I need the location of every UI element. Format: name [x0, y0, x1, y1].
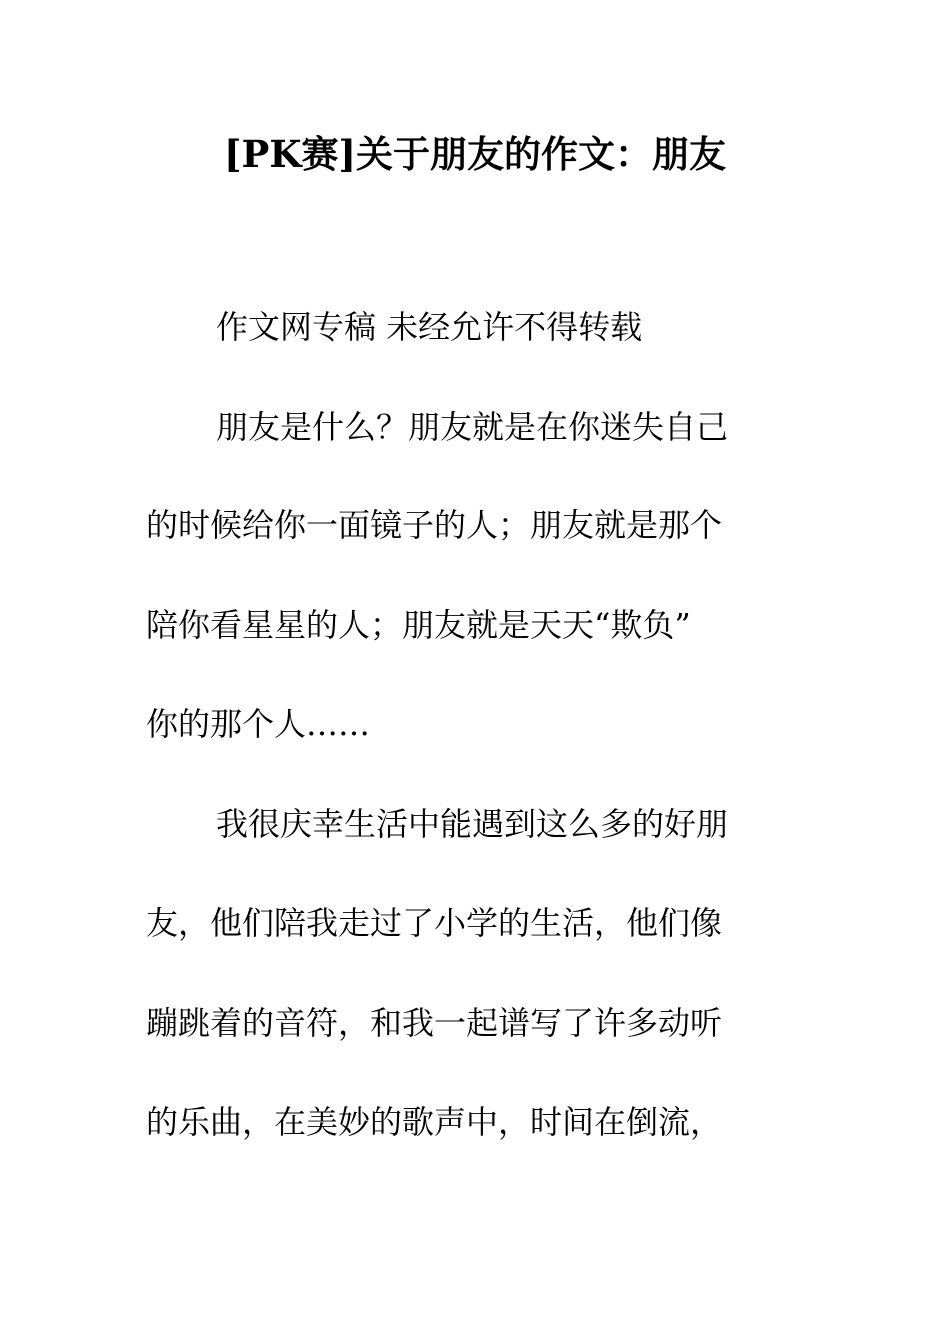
copyright-notice: 作文网专稿 未经允许不得转载	[216, 308, 643, 346]
paragraph-line: 蹦跳着的音符，和我一起谱写了许多动听	[146, 1004, 723, 1042]
paragraph-line: 陪你看星星的人；朋友就是天天“欺负”	[146, 606, 691, 644]
paragraph-line: 你的那个人……	[146, 705, 371, 743]
document-title: [PK赛]关于朋友的作文：朋友	[224, 132, 726, 176]
paragraph-line: 友，他们陪我走过了小学的生活，他们像	[146, 904, 723, 942]
paragraph-line: 我很庆幸生活中能遇到这么多的好朋	[216, 805, 729, 843]
paragraph-line: 的时候给你一面镜子的人；朋友就是那个	[146, 506, 723, 544]
paragraph-line: 的乐曲，在美妙的歌声中，时间在倒流，	[146, 1103, 723, 1141]
paragraph-line: 朋友是什么？朋友就是在你迷失自己	[216, 408, 729, 446]
